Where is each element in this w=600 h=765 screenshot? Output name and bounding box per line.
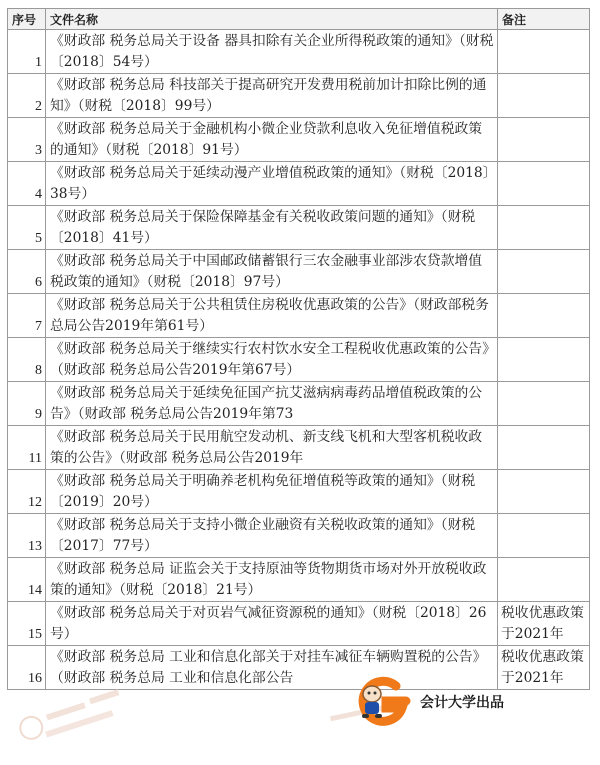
file-name-text: 《财政部 税务总局关于支持小微企业融资有关税收政策的通知》（财税〔2017〕77号） [50,517,476,554]
row-remark [498,250,590,294]
table-row [8,206,590,250]
row-file-name [46,294,498,338]
row-file-name [46,382,498,426]
file-name-text: 《财政部 税务总局关于金融机构小微企业贷款利息收入免征增值税政策的通知》（财税〔2018〕91号） [50,121,483,158]
row-file-name [46,338,498,382]
row-number: 5 [8,206,46,250]
table-row [8,646,590,690]
table-row [8,338,590,382]
table-row [8,602,590,646]
file-name-text: 《财政部 税务总局关于公共租赁住房税收优惠政策的公告》（财政部税务总局公告2019年第61号） [50,297,489,334]
row-file-name [46,206,498,250]
row-number: 8 [8,338,46,382]
row-number: 2 [8,74,46,118]
row-remark [498,426,590,470]
row-number: 4 [8,162,46,206]
row-remark [498,118,590,162]
row-remark: 税收优惠政策于2021年 [498,602,590,646]
row-number: 1 [8,30,46,74]
row-remark [498,558,590,602]
table-row [8,382,590,426]
table-row [8,250,590,294]
row-file-name [46,250,498,294]
table-body [8,30,590,690]
row-remark: 税收优惠政策于2021年 [498,646,590,690]
row-remark [498,74,590,118]
table-row [8,470,590,514]
row-remark [498,30,590,74]
brand-text: 会计大学出品 [420,695,504,711]
header-number: 序号 [8,9,46,30]
row-number: 11 [8,426,46,470]
file-name-text: 《财政部 税务总局关于设备 器具扣除有关企业所得税政策的通知》（财税〔2018〕54号） [50,33,494,70]
file-name-text: 《财政部 税务总局关于继续实行农村饮水安全工程税收优惠政策的公告》（财政部 税务总局公告2019年第67号） [50,341,489,378]
table-row [8,514,590,558]
table-row [8,558,590,602]
row-file-name [46,162,498,206]
file-name-text: 《财政部 税务总局关于明确养老机构免征增值税等政策的通知》（财税〔2019〕20号） [50,473,476,510]
file-name-text: 《财政部 税务总局关于民用航空发动机、新支线飞机和大型客机税收政策的公告》（财政部 税务总局公告2019年 [50,429,483,466]
row-number: 9 [8,382,46,426]
row-remark [498,162,590,206]
row-number: 3 [8,118,46,162]
row-file-name [46,602,498,646]
header-file-name: 文件名称 [46,9,498,30]
table-header [8,9,590,30]
file-name-text: 《财政部 税务总局 科技部关于提高研究开发费用税前加计扣除比例的通知》（财税〔2018〕99号） [50,77,487,114]
row-number: 16 [8,646,46,690]
row-file-name [46,74,498,118]
table-row [8,30,590,74]
policy-table-sheet [7,8,589,690]
row-number: 14 [8,558,46,602]
row-remark [498,338,590,382]
table-row [8,118,590,162]
row-remark [498,514,590,558]
row-remark [498,470,590,514]
row-number: 6 [8,250,46,294]
row-remark [498,206,590,250]
table-row [8,426,590,470]
table-row [8,162,590,206]
file-name-text: 《财政部 税务总局关于对页岩气减征资源税的通知》（财税〔2018〕26号） [50,605,487,642]
row-file-name [46,30,498,74]
row-file-name [46,426,498,470]
row-file-name [46,514,498,558]
row-file-name [46,470,498,514]
file-name-text: 《财政部 税务总局关于中国邮政储蓄银行三农金融事业部涉农贷款增值税政策的通知》（财税〔2018〕97号） [50,253,483,290]
file-name-text: 《财政部 税务总局 工业和信息化部关于对挂车减征车辆购置税的公告》（财政部 税务总局 工业和信息化部公告 [50,649,487,686]
row-remark [498,382,590,426]
file-name-text: 《财政部 税务总局关于保险保障基金有关税收政策问题的通知》（财税〔2018〕41号） [50,209,476,246]
table-row [8,74,590,118]
row-number: 15 [8,602,46,646]
row-remark [498,294,590,338]
row-number: 12 [8,470,46,514]
file-name-text: 《财政部 税务总局关于延续动漫产业增值税政策的通知》（财税〔2018〕38号） [50,165,490,202]
file-name-text: 《财政部 税务总局 证监会关于支持原油等货物期货市场对外开放税收政策的通知》（财税〔2018〕21号） [50,561,487,598]
header-remark: 备注 [498,9,590,30]
file-name-text: 《财政部 税务总局关于延续免征国产抗艾滋病病毒药品增值税政策的公告》（财政部 税务总局公告2019年第73 [50,385,483,422]
row-number: 13 [8,514,46,558]
row-file-name [46,558,498,602]
logo [352,676,414,726]
row-number: 7 [8,294,46,338]
table-row [8,294,590,338]
cartoon-g-mascot-icon [352,676,414,726]
policy-table [7,8,590,690]
row-file-name [46,118,498,162]
